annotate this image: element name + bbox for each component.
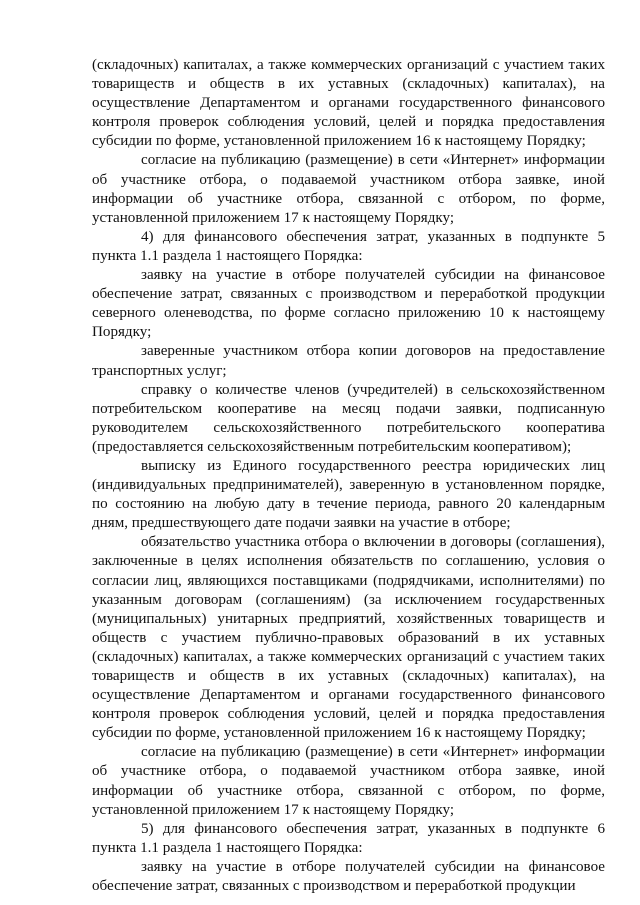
paragraph-application-production: заявку на участие в отборе получателей субсидии на финансовое обеспечение затрат, связанных с производством и переработкой продукции — [92, 858, 605, 895]
paragraph-consent-publication: согласие на публикацию (размещение) в сети «Интернет» информации об участнике отбора, о подаваемой участником отбора заявке, иной информации об участнике отбора, связанной с отбором, по форме, установленной приложением 17 к настоящему Порядку; — [92, 152, 605, 226]
paragraph-members-certificate: справку о количестве членов (учредителей) в сельскохозяйственном потребительском кооперативе на месяц подачи заявки, подписанную руководителем сельскохозяйственного потребительского кооператива (предоставляется сельскохозяйственным потребительским кооперативом); — [92, 381, 605, 455]
document-text — [92, 56, 605, 896]
paragraph-registry-extract: выписку из Единого государственного реестра юридических лиц (индивидуальных предпринимателей), заверенную в установленном порядке, по состоянию на любую дату в течение периода, равного 20 календарным дням, предшествующего дате подачи заявки на участие в отборе; — [92, 457, 605, 532]
paragraph-item-5: 5) для финансового обеспечения затрат, указанных в подпункте 6 пункта 1.1 раздела 1 настоящего Порядка: — [92, 820, 605, 856]
paragraph-obligation: обязательство участника отбора о включении в договоры (соглашения), заключенные в целях исполнения обязательств по соглашению, условия о согласии лиц, являющихся поставщиками (подрядчиками, исполнителями) по указанным договорам (соглашениям) (за исключением государственных (муниципальных) унитарных предприятий, хозяйственных товариществ и обществ с участием публично-правовых образований в их уставных (складочных) капиталах, а также коммерческих организаций с участием таких товариществ и обществ в их уставных (складочных) капиталах), на осуществление Департаментом и органами государственного финансового контроля проверок соблюдения условий, целей и порядка предоставления субсидии по форме, установленной приложением 16 к настоящему Порядку; — [92, 534, 605, 742]
paragraph-transport-contracts: заверенные участником отбора копии договоров на предоставление транспортных услуг; — [92, 343, 605, 379]
paragraph-consent-publication-2: согласие на публикацию (размещение) в сети «Интернет» информации об участнике отбора, о подаваемой участником отбора заявке, иной информации об участнике отбора, связанной с отбором, по форме, установленной приложением 17 к настоящему Порядку; — [92, 744, 605, 818]
paragraph-application-reindeer: заявку на участие в отборе получателей субсидии на финансовое обеспечение затрат, связанных с производством и переработкой продукции северного оленеводства, по форме согласно приложению 10 к настоящему Порядку; — [92, 267, 605, 341]
paragraph-continuation: (складочных) капиталах, а также коммерческих организаций с участием таких товариществ и обществ в их уставных (складочных) капиталах), на осуществление Департаментом и органами государственного финансового контроля проверок соблюдения условий, целей и порядка предоставления субсидии по форме, установленной приложением 16 к настоящему Порядку; — [92, 57, 605, 150]
paragraph-item-4: 4) для финансового обеспечения затрат, указанных в подпункте 5 пункта 1.1 раздела 1 настоящего Порядка: — [92, 228, 605, 264]
